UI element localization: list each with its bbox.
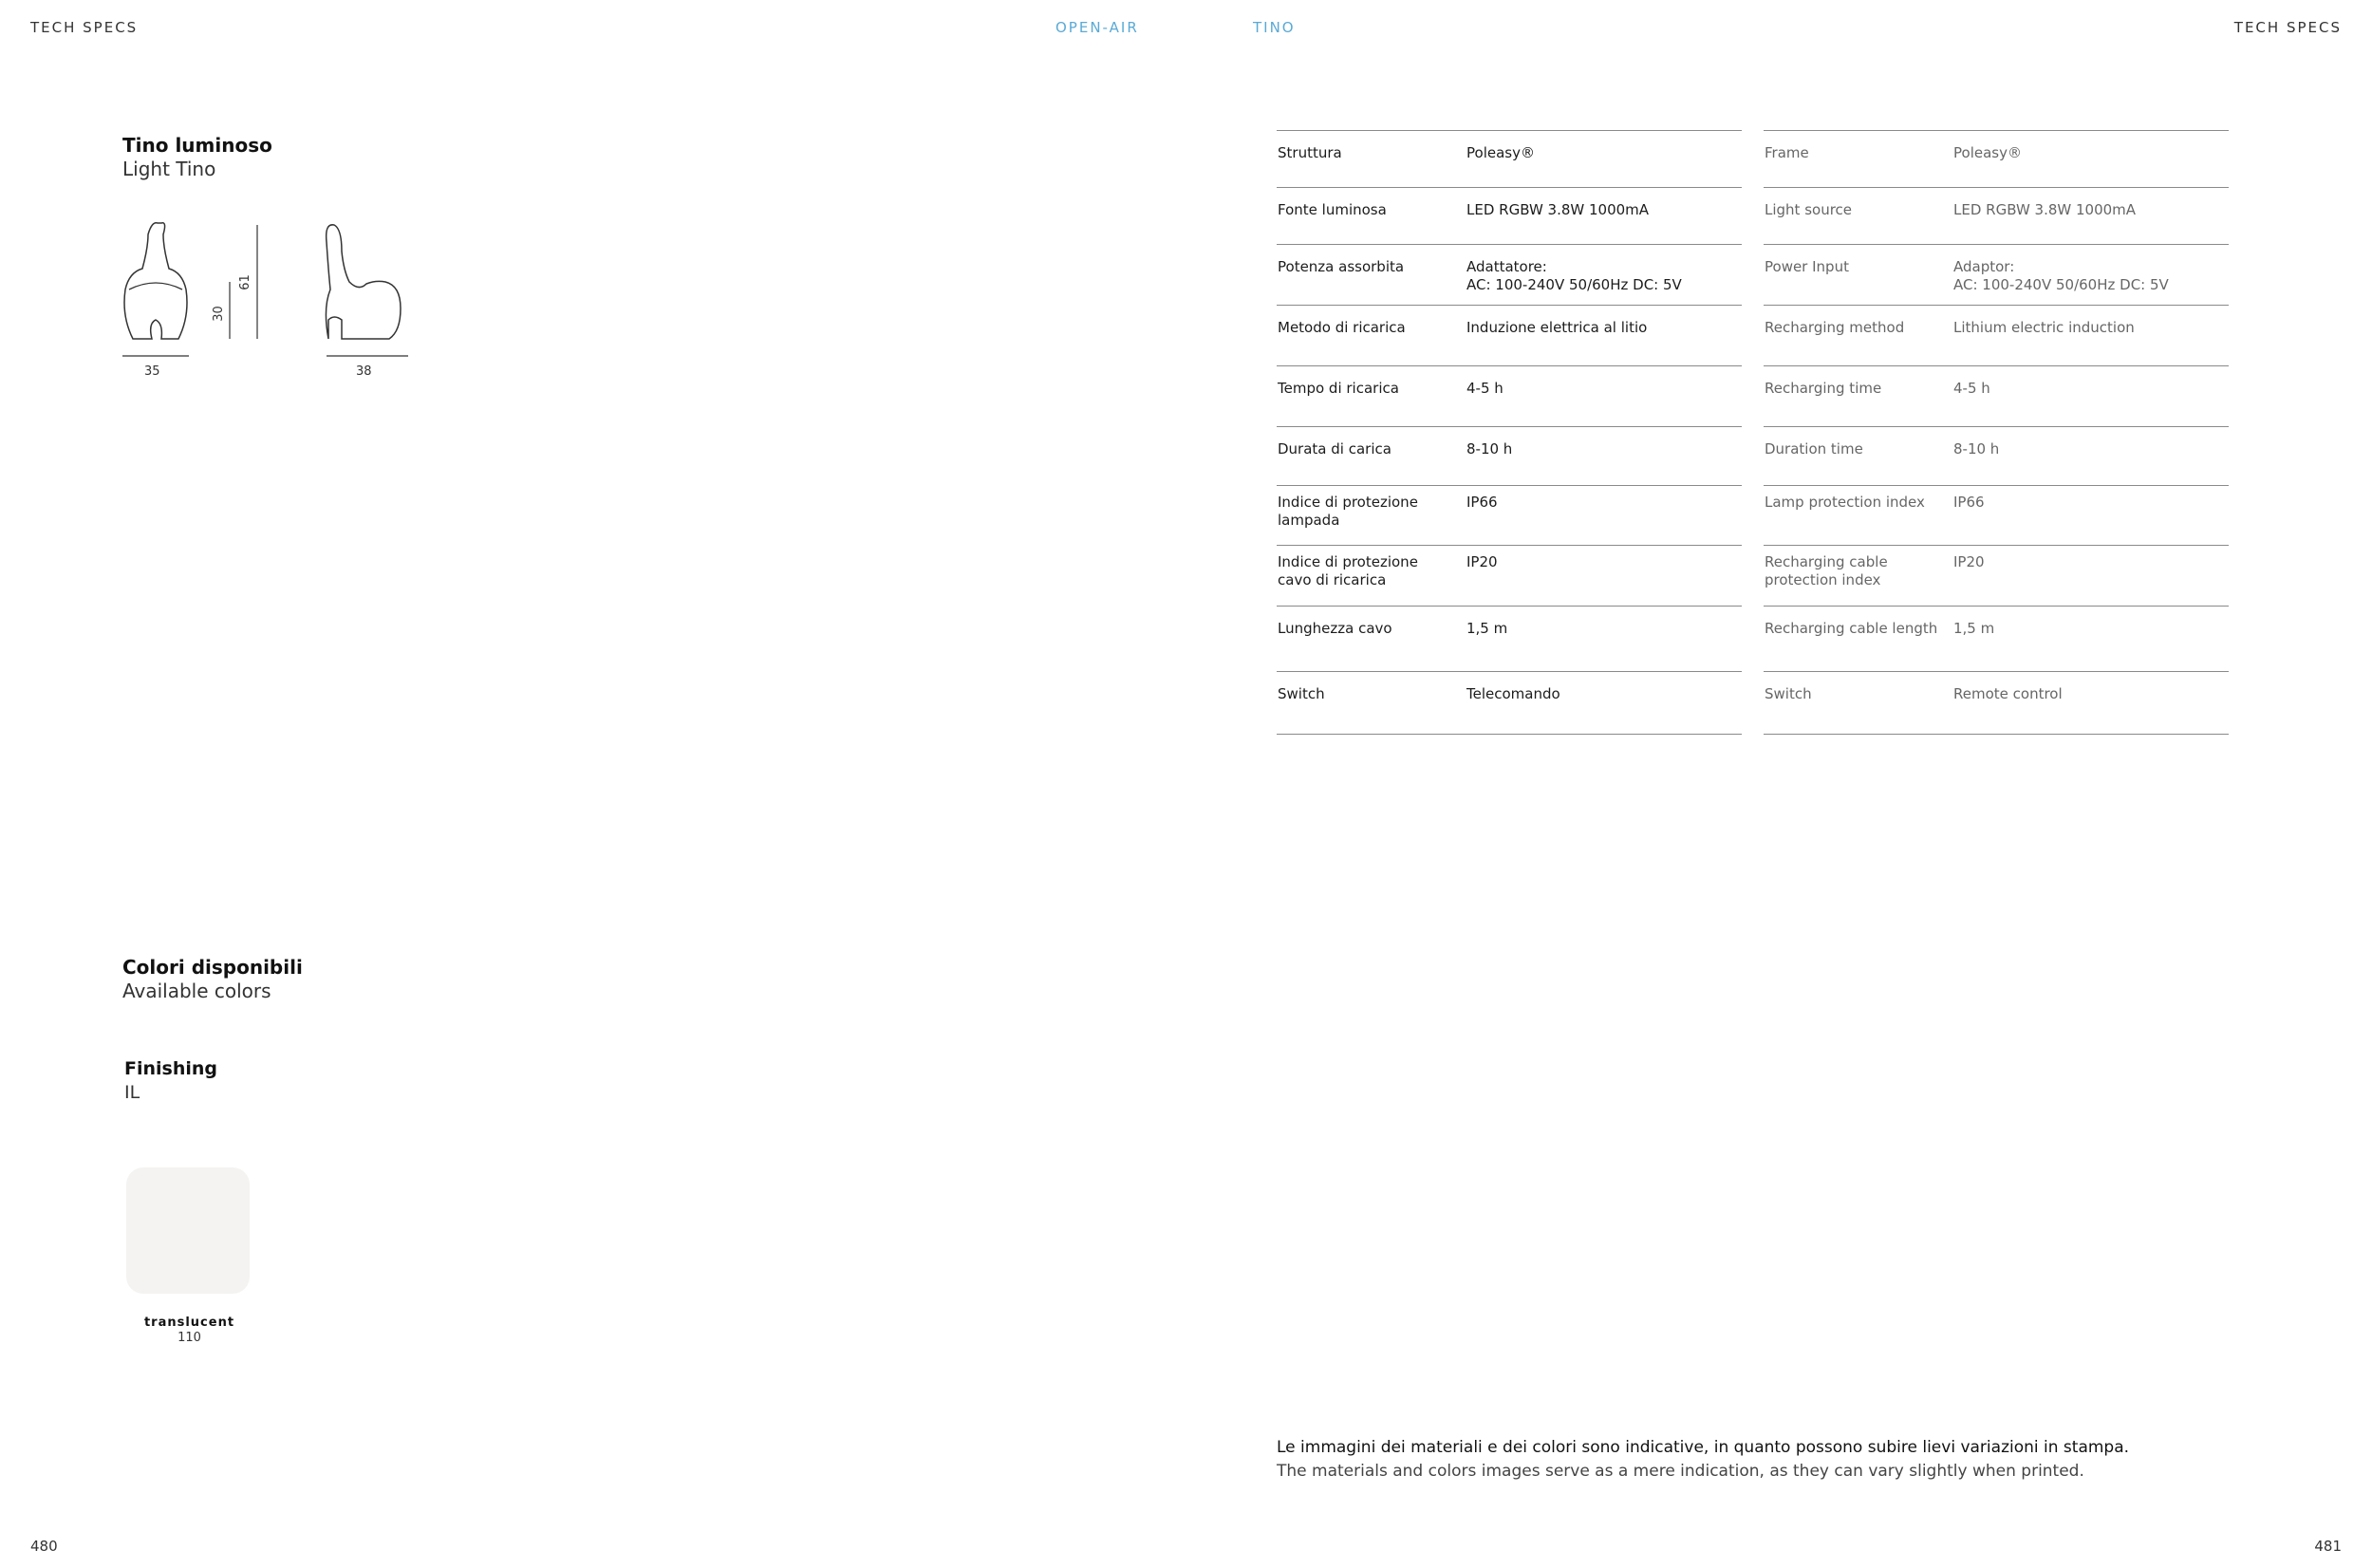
spec-label: Recharging cable length: [1765, 620, 1938, 637]
product-name-en: Light Tino: [122, 158, 216, 180]
side-view-outline: [326, 225, 401, 339]
spec-value: 8-10 h: [1466, 440, 1513, 457]
spec-value: Telecomando: [1466, 685, 1560, 702]
spec-label: Frame: [1765, 144, 1809, 161]
spec-row: [1277, 485, 1742, 545]
spec-value: 4-5 h: [1466, 380, 1504, 397]
spec-row: [1277, 365, 1742, 426]
colors-title-en: Available colors: [122, 980, 271, 1002]
finishing-label: Finishing: [124, 1058, 218, 1079]
spec-label: Recharging method: [1765, 319, 1905, 336]
section-link-open-air[interactable]: OPEN-AIR: [1055, 19, 1139, 36]
spec-label: Recharging cable protection index: [1765, 553, 1888, 588]
spec-row: [1764, 485, 2229, 545]
spec-label: Switch: [1765, 685, 1812, 702]
spec-value: 1,5 m: [1953, 620, 1995, 637]
header-right-label: TECH SPECS: [2233, 19, 2342, 36]
spec-value: Adaptor: AC: 100-240V 50/60Hz DC: 5V: [1953, 258, 2169, 293]
spec-row: [1764, 426, 2229, 485]
spec-row: [1764, 365, 2229, 426]
spec-label: Indice di protezione lampada: [1278, 494, 1418, 529]
spec-value: IP66: [1466, 494, 1498, 511]
spec-value: 4-5 h: [1953, 380, 1990, 397]
colors-title-it: Colori disponibili: [122, 956, 303, 979]
spec-label: Duration time: [1765, 440, 1863, 457]
spec-label: Potenza assorbita: [1278, 258, 1405, 275]
spec-label: Durata di carica: [1278, 440, 1391, 457]
spec-label: Lunghezza cavo: [1278, 620, 1392, 637]
spec-row: [1277, 187, 1742, 244]
dim-seat-height: 30: [211, 306, 226, 322]
dim-total-height: 61: [237, 274, 252, 290]
disclaimer-en: The materials and colors images serve as a mere indication, as they can vary slightly when printed.: [1277, 1462, 2084, 1481]
page-number-left: 480: [30, 1538, 58, 1555]
spec-value: Adattatore: AC: 100-240V 50/60Hz DC: 5V: [1466, 258, 1682, 293]
spec-value: Remote control: [1953, 685, 2063, 702]
spec-value: 1,5 m: [1466, 620, 1508, 637]
spec-row: [1277, 426, 1742, 485]
spec-value: LED RGBW 3.8W 1000mA: [1466, 201, 1650, 218]
dim-side-width: 38: [356, 364, 372, 379]
spec-value: IP66: [1953, 494, 1985, 511]
spec-value: 8-10 h: [1953, 440, 2000, 457]
header-left-label: TECH SPECS: [30, 19, 139, 36]
spec-table-it: [1277, 130, 1742, 735]
product-drawing: [114, 214, 427, 384]
spec-value: Lithium electric induction: [1953, 319, 2135, 336]
spec-label: Recharging time: [1765, 380, 1882, 397]
spec-row: [1764, 305, 2229, 365]
spec-value: IP20: [1953, 553, 1985, 570]
finishing-code: IL: [124, 1082, 140, 1103]
spec-label: Switch: [1278, 685, 1325, 702]
swatch-name: translucent: [143, 1316, 235, 1330]
color-swatch-translucent[interactable]: [126, 1167, 250, 1294]
spec-row: [1764, 130, 2229, 187]
spec-row: [1764, 545, 2229, 606]
spec-label: Light source: [1765, 201, 1853, 218]
spec-row: [1277, 606, 1742, 671]
spec-row: [1277, 305, 1742, 365]
spec-row: [1764, 187, 2229, 244]
spec-label: Lamp protection index: [1765, 494, 1925, 511]
spec-row: [1277, 130, 1742, 187]
spec-value: Poleasy®: [1953, 144, 2022, 161]
spec-row: [1764, 606, 2229, 671]
product-name-it: Tino luminoso: [122, 134, 272, 157]
spec-value: LED RGBW 3.8W 1000mA: [1953, 201, 2137, 218]
section-link-tino[interactable]: TINO: [1253, 19, 1296, 36]
swatch-code: 110: [177, 1331, 201, 1345]
spec-value: Induzione elettrica al litio: [1466, 319, 1648, 336]
spec-value: IP20: [1466, 553, 1498, 570]
spec-value: Poleasy®: [1466, 144, 1535, 161]
spec-label: Power Input: [1765, 258, 1849, 275]
spec-label: Indice di protezione cavo di ricarica: [1278, 553, 1418, 588]
dim-front-width: 35: [144, 364, 160, 379]
front-view-outline: [124, 223, 187, 339]
spec-row: [1277, 244, 1742, 305]
spec-row: [1764, 244, 2229, 305]
spec-row: [1277, 545, 1742, 606]
spec-row: [1277, 671, 1742, 735]
page-number-right: 481: [2314, 1538, 2342, 1555]
spec-label: Fonte luminosa: [1278, 201, 1387, 218]
spec-label: Struttura: [1278, 144, 1342, 161]
spec-label: Metodo di ricarica: [1278, 319, 1406, 336]
disclaimer-it: Le immagini dei materiali e dei colori sono indicative, in quanto possono subire lievi variazioni in stampa.: [1277, 1438, 2130, 1457]
spec-table-en: [1764, 130, 2229, 735]
spec-label: Tempo di ricarica: [1278, 380, 1399, 397]
spec-row: [1764, 671, 2229, 735]
